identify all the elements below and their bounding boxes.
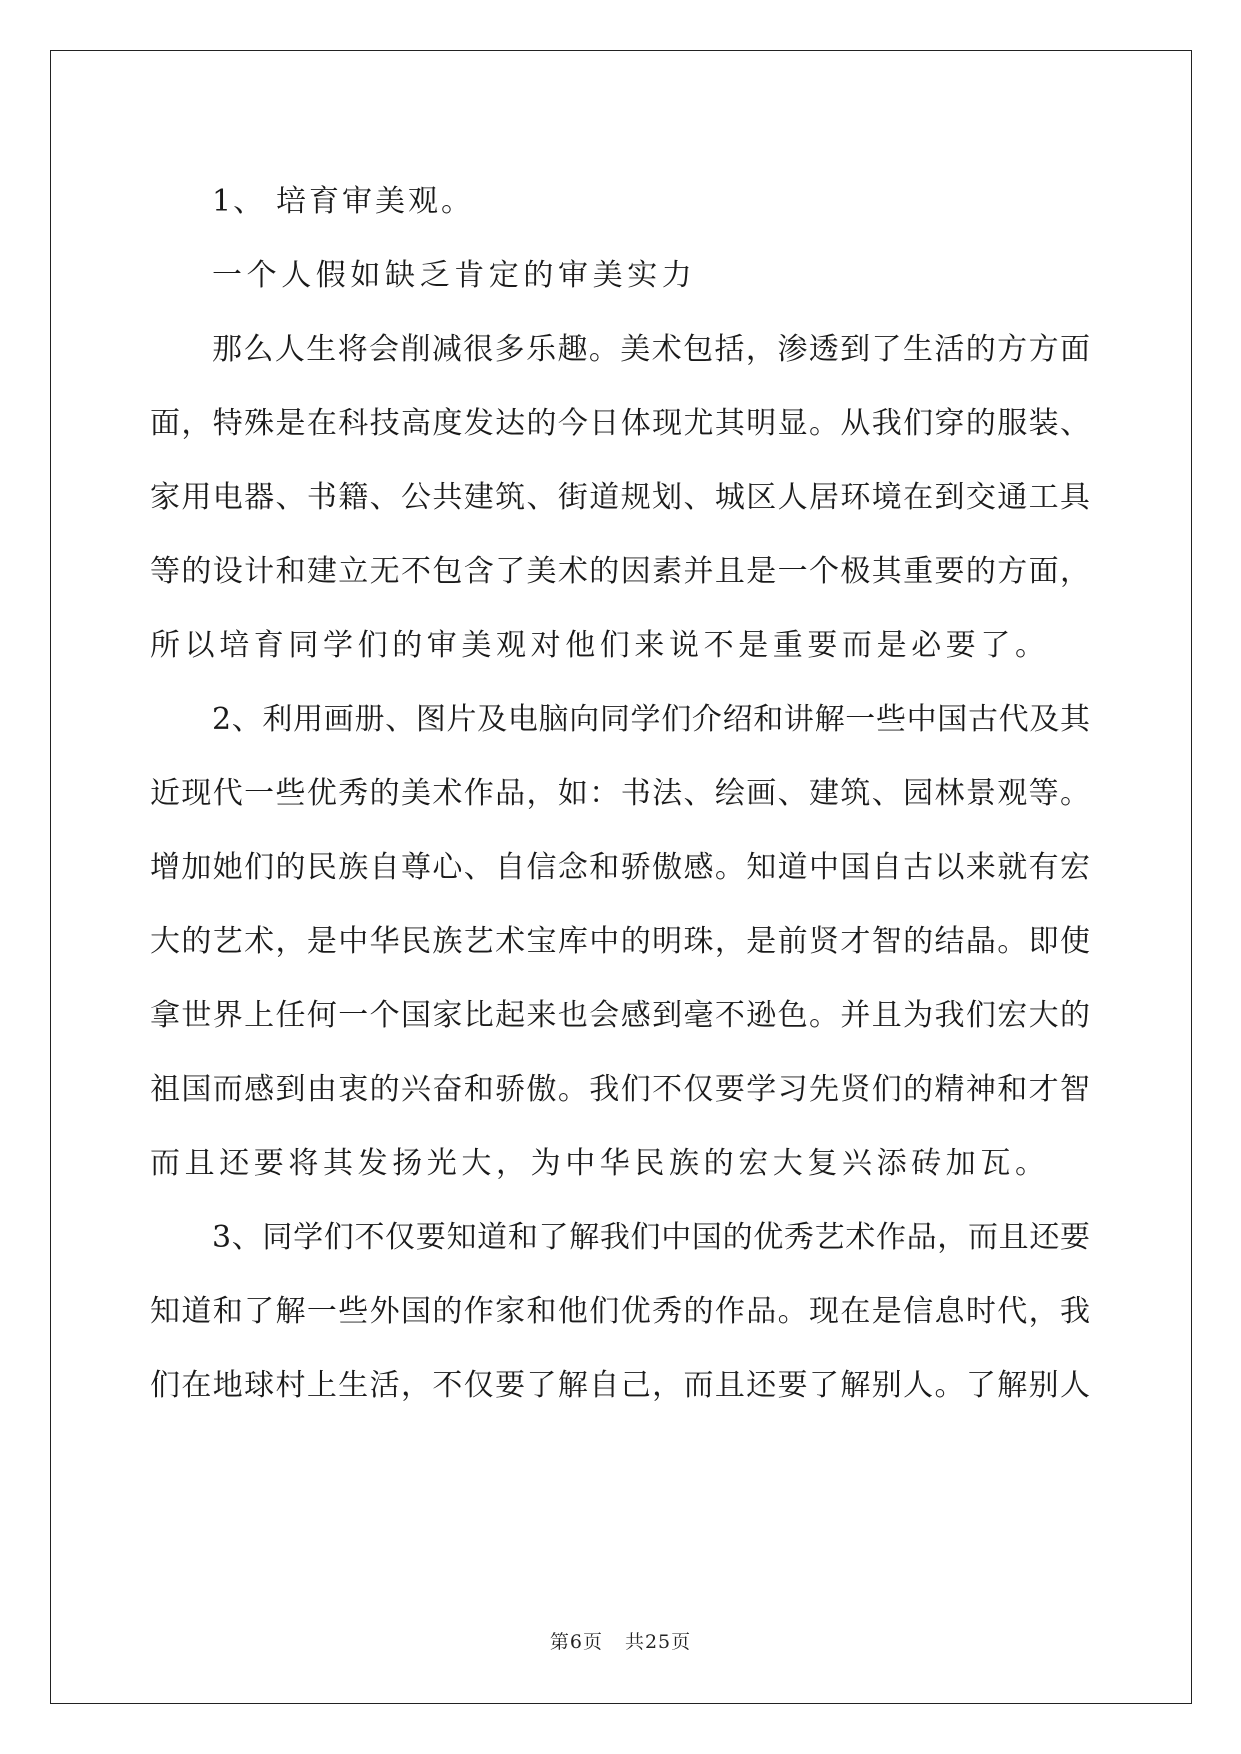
paragraph-line: 而且还要将其发扬光大，为中华民族的宏大复兴添砖加瓦。 xyxy=(150,1146,1050,1181)
paragraph-line: 一个人假如缺乏肯定的审美实力 xyxy=(212,258,697,293)
current-page-label: 第6页 xyxy=(549,1631,603,1653)
total-pages-label: 共25页 xyxy=(624,1631,692,1653)
paragraph-line: 们在地球村上生活，不仅要了解自己，而且还要了解别人。了解别人 xyxy=(150,1368,1090,1403)
paragraph-line: 近现代一些优秀的美术作品，如：书法、绘画、建筑、园林景观等。 xyxy=(150,776,1090,811)
paragraph-line: 那么人生将会削减很多乐趣。美术包括，渗透到了生活的方方面 xyxy=(212,332,1090,367)
paragraph-line: 家用电器、书籍、公共建筑、街道规划、城区人居环境在到交通工具 xyxy=(150,480,1090,515)
paragraph-line: 等的设计和建立无不包含了美术的因素并且是一个极其重要的方面， xyxy=(150,554,1090,589)
paragraph-line: 所以培育同学们的审美观对他们来说不是重要而是必要了。 xyxy=(150,628,1050,663)
paragraph-line: 面，特殊是在科技高度发达的今日体现尤其明显。从我们穿的服装、 xyxy=(150,406,1090,441)
paragraph-line: 大的艺术，是中华民族艺术宝库中的明珠，是前贤才智的结晶。即使 xyxy=(150,924,1090,959)
document-body xyxy=(150,165,1090,1423)
section-heading-1 xyxy=(150,165,1090,239)
paragraph-line: 知道和了解一些外国的作家和他们优秀的作品。现在是信息时代，我 xyxy=(150,1294,1090,1329)
paragraph-line: 2、利用画册、图片及电脑向同学们介绍和讲解一些中国古代及其 xyxy=(212,702,1090,737)
paragraph-line: 3、同学们不仅要知道和了解我们中国的优秀艺术作品，而且还要 xyxy=(212,1220,1090,1255)
paragraph-line: 祖国而感到由衷的兴奋和骄傲。我们不仅要学习先贤们的精神和才智 xyxy=(150,1072,1090,1107)
heading-number: 1、 xyxy=(212,184,266,219)
page-footer xyxy=(0,1627,1241,1654)
paragraph-line: 增加她们的民族自尊心、自信念和骄傲感。知道中国自古以来就有宏 xyxy=(150,850,1090,885)
heading-text: 培育审美观。 xyxy=(276,184,474,219)
paragraph-line: 拿世界上任何一个国家比起来也会感到毫不逊色。并且为我们宏大的 xyxy=(150,998,1090,1033)
